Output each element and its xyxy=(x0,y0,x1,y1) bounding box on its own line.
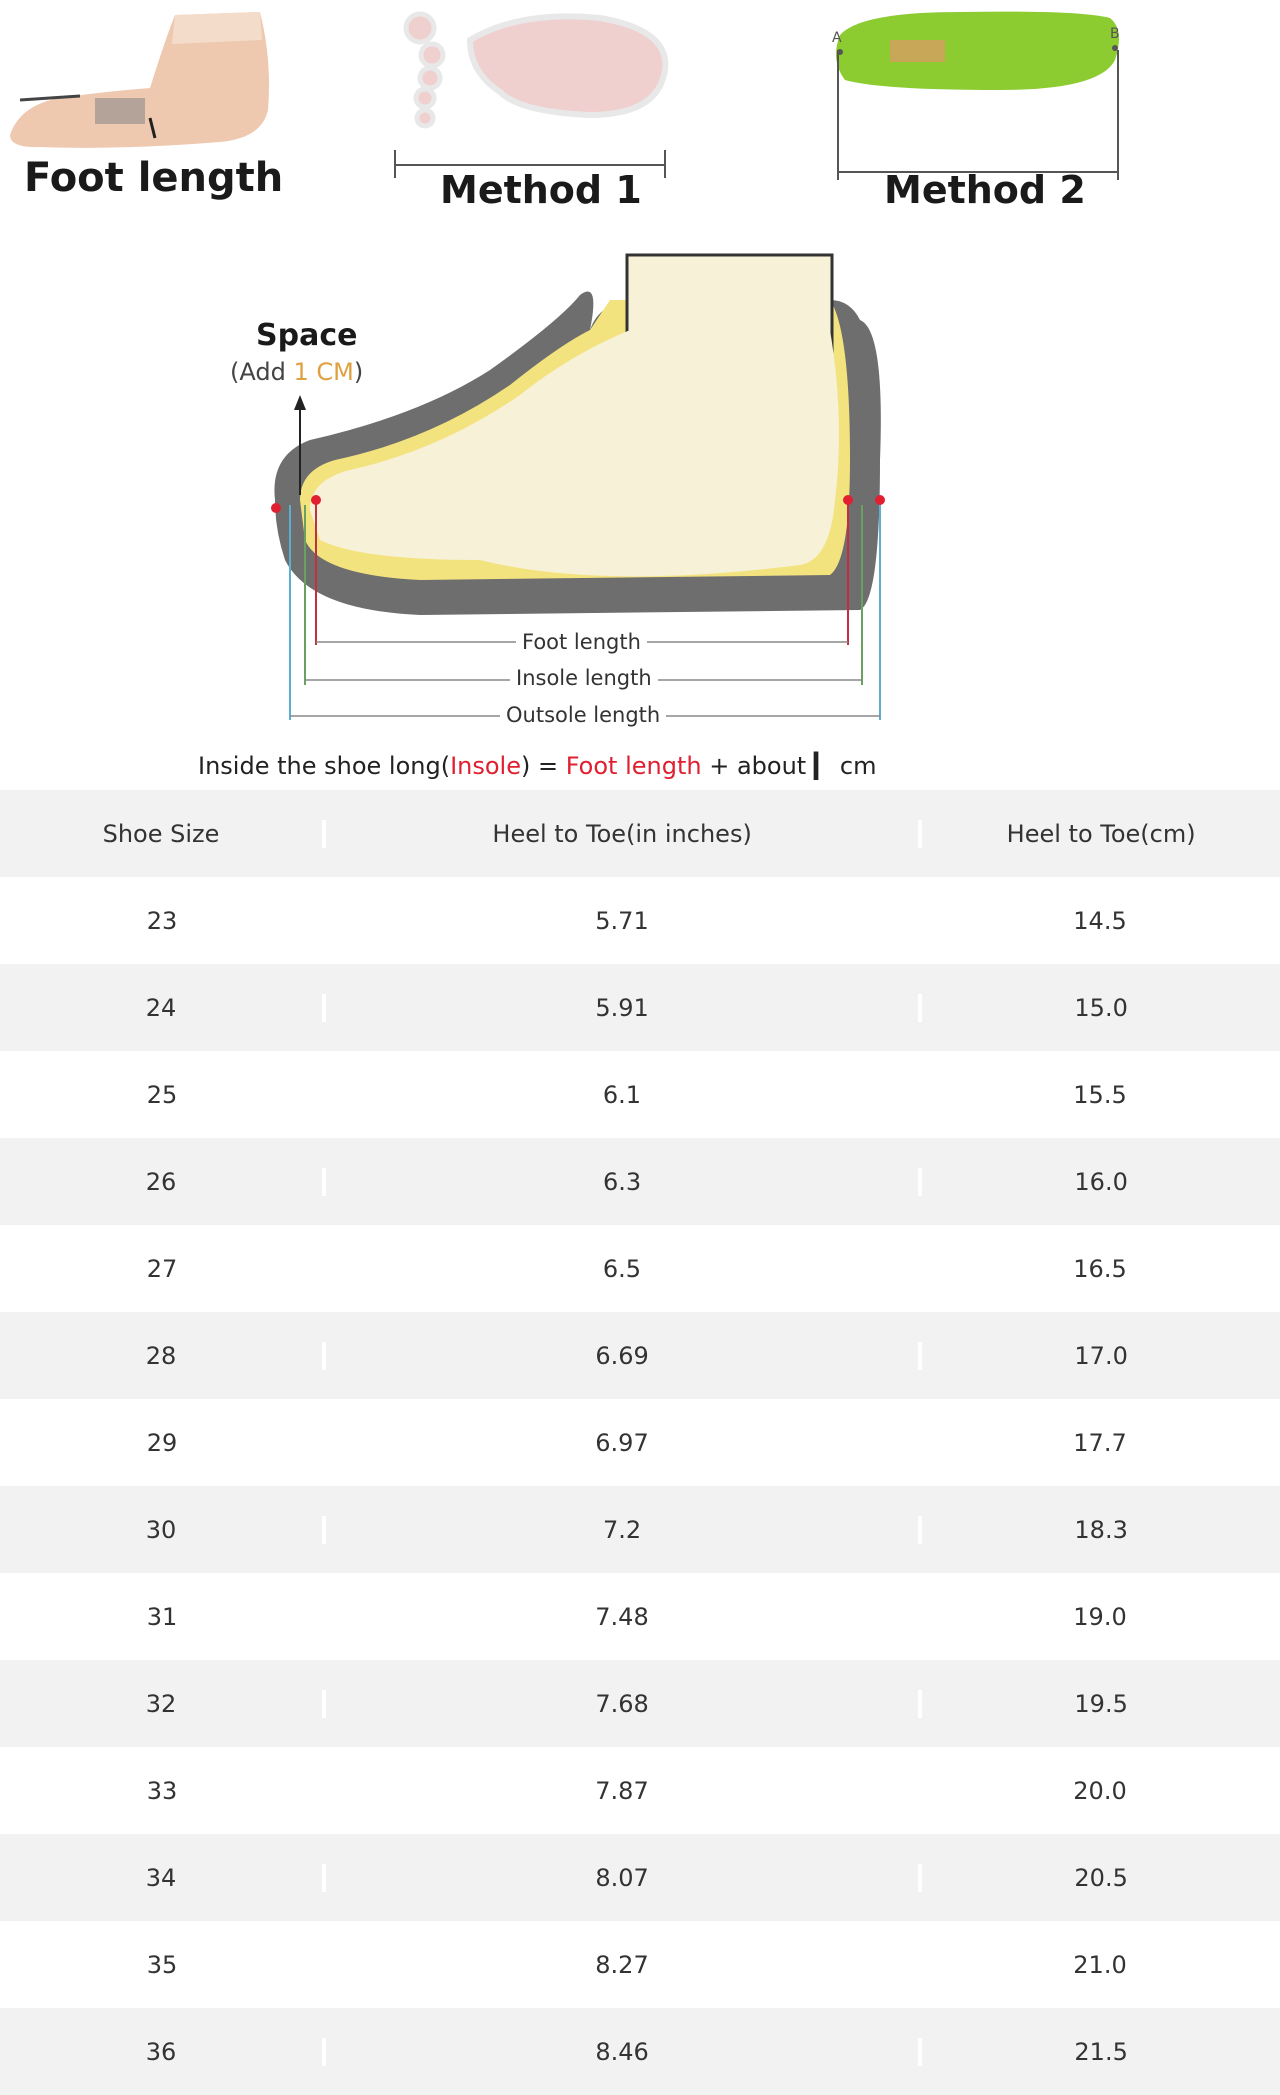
header-heel-toe-cm: Heel to Toe(cm) xyxy=(1006,819,1196,848)
header-heel-toe-inches: Heel to Toe(in inches) xyxy=(326,820,922,848)
table-row xyxy=(0,964,1280,1051)
cell-shoe-size: 23 xyxy=(146,906,178,935)
table-row xyxy=(0,1138,1280,1225)
space-note-suffix: ) xyxy=(353,358,364,386)
insole-mark-b: B xyxy=(1110,26,1120,42)
cell-cm: 15.5 xyxy=(1073,1080,1127,1109)
cell-inches: 7.48 xyxy=(595,1602,649,1631)
size-formula xyxy=(198,752,876,780)
cell-shoe-size: 35 xyxy=(146,1950,178,1979)
cell-cm: 20.5 xyxy=(1074,1863,1128,1892)
measurement-guide xyxy=(0,0,1280,790)
insole-mark-a: A xyxy=(832,30,842,46)
cell-shoe-size: 27 xyxy=(146,1254,178,1283)
cell-cm: 21.0 xyxy=(1073,1950,1127,1979)
space-note xyxy=(230,358,363,386)
table-row xyxy=(0,2008,1280,2095)
cell-cm: 16.0 xyxy=(1074,1167,1128,1196)
cell-cm: 18.3 xyxy=(1074,1515,1128,1544)
formula-prefix: Inside the shoe long( xyxy=(198,752,451,780)
cell-cm: 19.5 xyxy=(1074,1689,1128,1718)
table-row xyxy=(0,1051,1280,1138)
table-row xyxy=(0,1399,1280,1486)
table-row xyxy=(0,1921,1280,2008)
foot-length-measure: Foot length xyxy=(516,630,647,654)
cell-inches: 6.69 xyxy=(326,1342,922,1370)
table-row xyxy=(0,1225,1280,1312)
cell-cm: 17.7 xyxy=(1073,1428,1127,1457)
cell-cm: 20.0 xyxy=(1073,1776,1127,1805)
table-row xyxy=(0,1573,1280,1660)
table-row xyxy=(0,1834,1280,1921)
insole-illustration xyxy=(832,12,1120,180)
cell-shoe-size: 36 xyxy=(0,2038,326,2066)
header-shoe-size: Shoe Size xyxy=(0,820,326,848)
cell-inches: 7.87 xyxy=(595,1776,649,1805)
cell-inches: 6.97 xyxy=(595,1428,649,1457)
cell-shoe-size: 30 xyxy=(0,1516,326,1544)
footprint-illustration xyxy=(395,14,665,178)
cell-shoe-size: 24 xyxy=(0,994,326,1022)
method-2-label: Method 2 xyxy=(884,168,1086,212)
cell-shoe-size: 25 xyxy=(146,1080,178,1109)
table-row xyxy=(0,1660,1280,1747)
table-row xyxy=(0,1312,1280,1399)
cell-inches: 8.27 xyxy=(595,1950,649,1979)
formula-mid: ) = xyxy=(520,752,566,780)
cell-cm: 17.0 xyxy=(1074,1341,1128,1370)
space-note-prefix: (Add xyxy=(230,358,294,386)
cell-inches: 7.2 xyxy=(326,1516,922,1544)
cell-inches: 6.3 xyxy=(326,1168,922,1196)
cell-inches: 6.5 xyxy=(602,1254,642,1283)
space-note-value: 1 CM xyxy=(293,358,354,386)
cell-shoe-size: 33 xyxy=(146,1776,178,1805)
formula-insole: Insole xyxy=(450,752,521,780)
formula-suffix: + about ▎ cm xyxy=(701,752,877,780)
table-header-row xyxy=(0,790,1280,877)
outsole-length-measure: Outsole length xyxy=(500,703,666,727)
method-1-label: Method 1 xyxy=(440,168,642,212)
cell-cm: 14.5 xyxy=(1073,906,1127,935)
cell-shoe-size: 34 xyxy=(0,1864,326,1892)
cell-inches: 8.46 xyxy=(326,2038,922,2066)
cell-shoe-size: 32 xyxy=(0,1690,326,1718)
size-table xyxy=(0,790,1280,2095)
table-row xyxy=(0,1747,1280,1834)
cell-inches: 5.91 xyxy=(326,994,922,1022)
cell-cm: 16.5 xyxy=(1073,1254,1127,1283)
space-title: Space xyxy=(256,318,358,353)
foot-measure-photo xyxy=(10,12,269,148)
cell-cm: 19.0 xyxy=(1073,1602,1127,1631)
cell-shoe-size: 28 xyxy=(0,1342,326,1370)
cell-inches: 5.71 xyxy=(595,906,649,935)
table-row xyxy=(0,1486,1280,1573)
cell-shoe-size: 26 xyxy=(0,1168,326,1196)
cell-cm: 21.5 xyxy=(1074,2037,1128,2066)
foot-length-label: Foot length xyxy=(24,155,284,201)
formula-foot-length: Foot length xyxy=(565,752,702,780)
table-row xyxy=(0,877,1280,964)
cell-cm: 15.0 xyxy=(1074,993,1128,1022)
cell-shoe-size: 31 xyxy=(146,1602,178,1631)
cell-inches: 8.07 xyxy=(326,1864,922,1892)
insole-length-measure: Insole length xyxy=(510,666,658,690)
cell-shoe-size: 29 xyxy=(146,1428,178,1457)
cell-inches: 7.68 xyxy=(326,1690,922,1718)
cell-inches: 6.1 xyxy=(602,1080,642,1109)
